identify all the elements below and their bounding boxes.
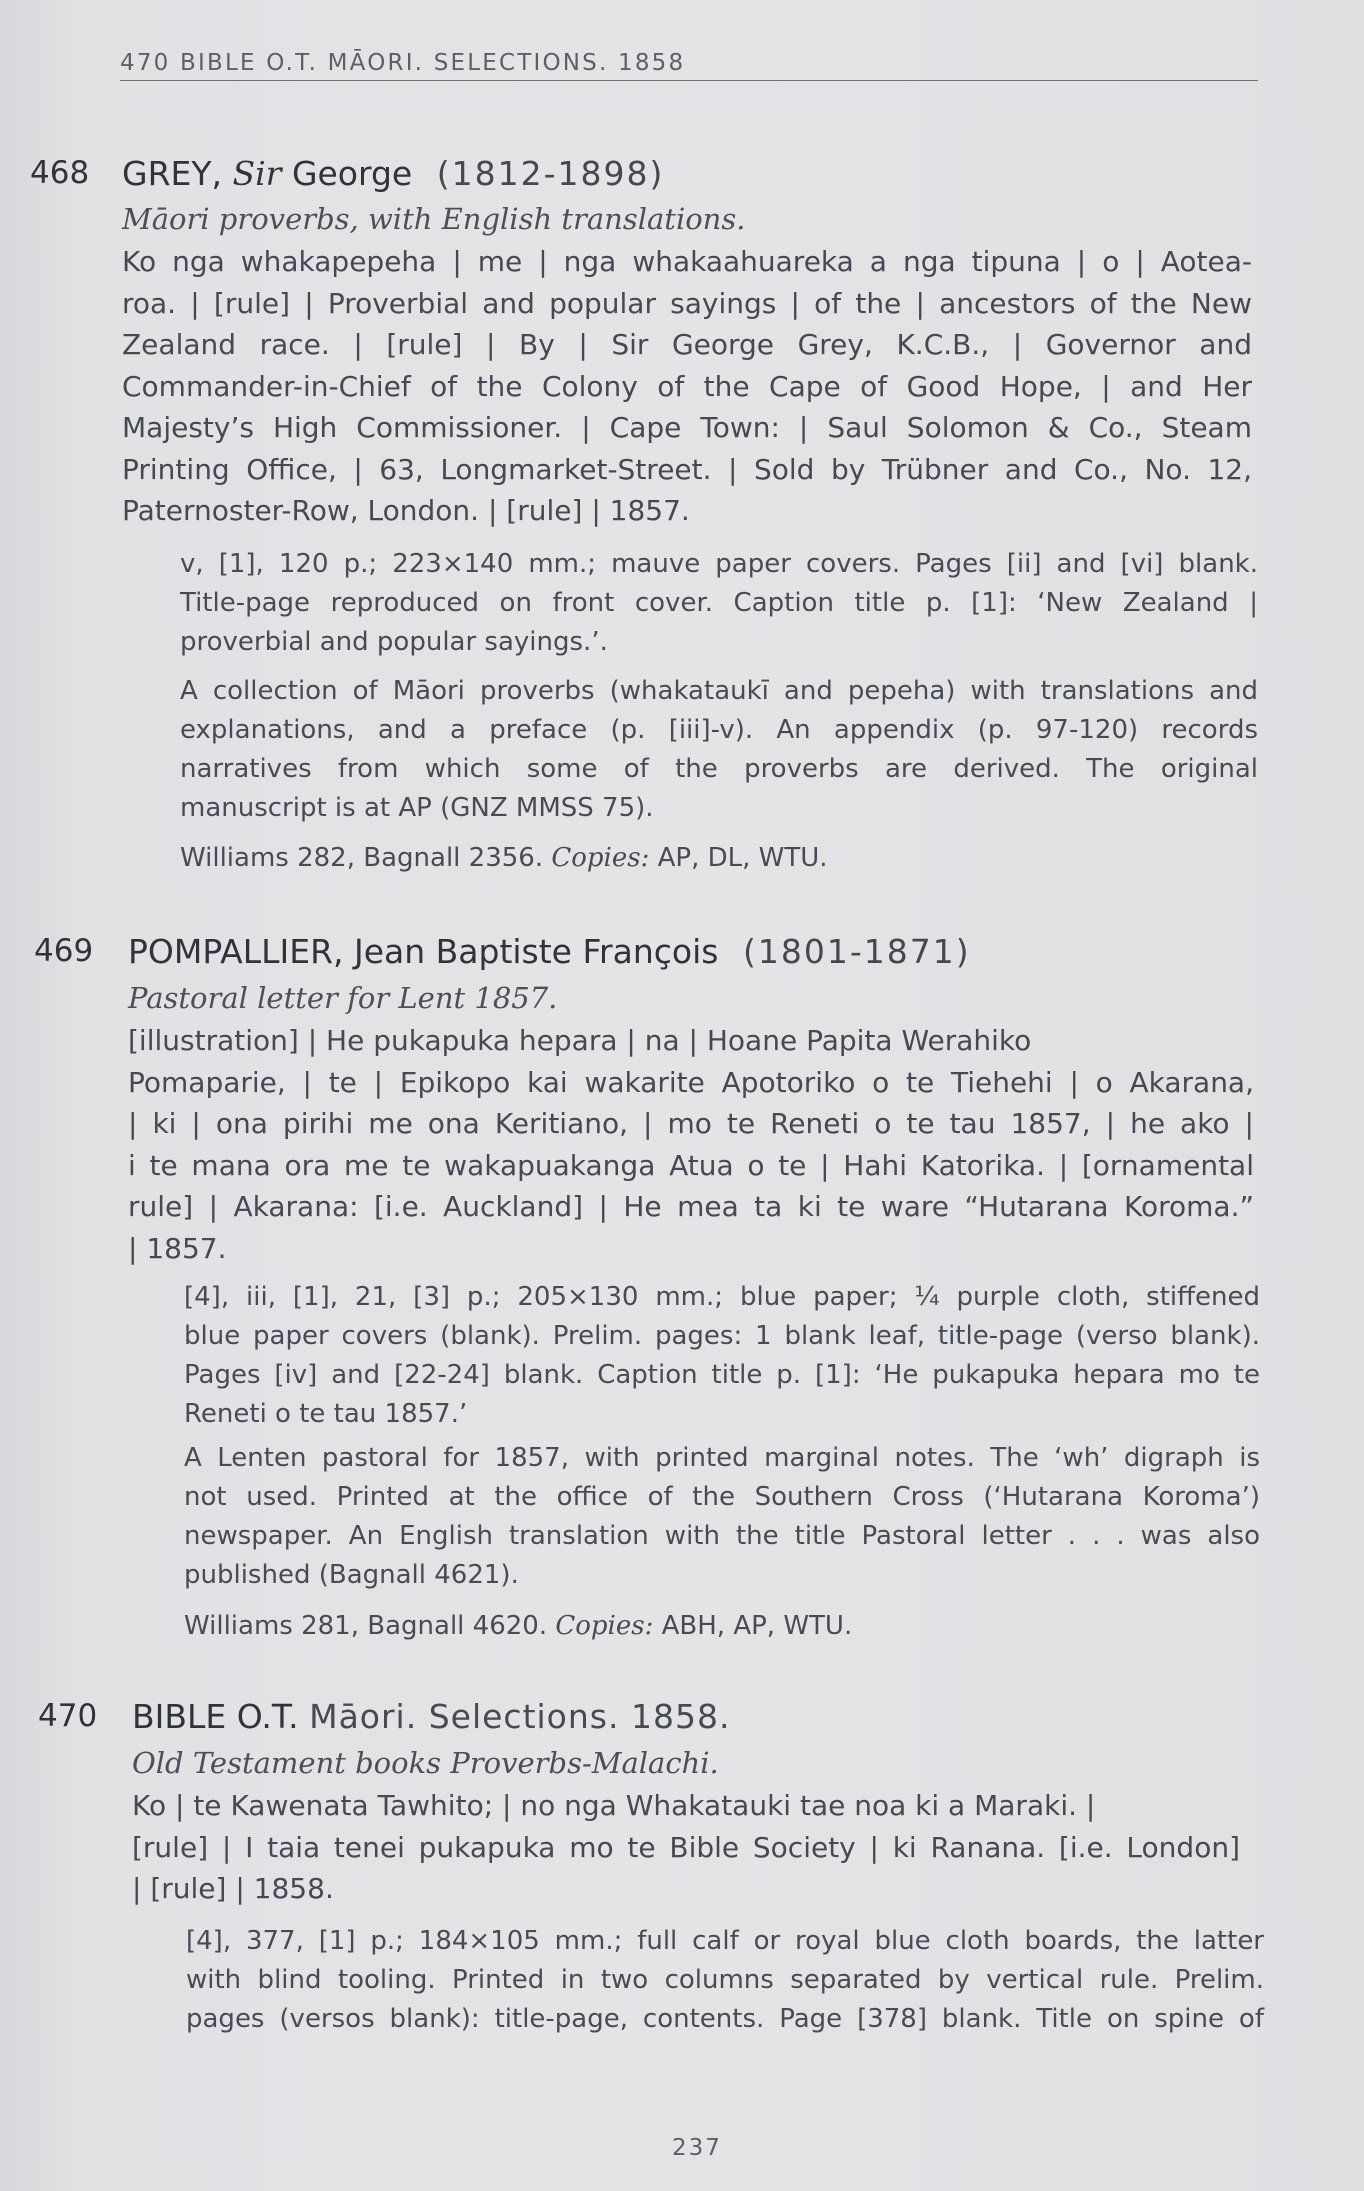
running-header: 470 BIBLE O.T. MĀORI. SELECTIONS. 1858 <box>120 50 686 76</box>
collation-line: Reneti o te tau 1857.’ <box>184 1399 468 1429</box>
author-forename: George <box>291 154 413 193</box>
collation-line: Pages [iv] and [22-24] blank. Caption title p. [1]: ‘He pukapuka hepara mo te <box>184 1360 1260 1390</box>
note-line: narratives from which some of the proverbs are derived. The original <box>180 754 1258 784</box>
note-line: published (Bagnall 4621). <box>184 1560 519 1590</box>
entry-number: 469 <box>34 933 94 969</box>
collation-line: pages (versos blank): title-page, contents. Page [378] blank. Title on spine of <box>186 2004 1264 2034</box>
uniform-title: Māori proverbs, with English translations. <box>122 202 746 236</box>
note-line: not used. Printed at the office of the Southern Cross (‘Hutarana Koroma’) <box>184 1482 1260 1512</box>
transcription-line: | [rule] | 1858. <box>132 1872 334 1905</box>
author-honorific: Sir <box>232 154 282 193</box>
transcription-line: Ko | te Kawenata Tawhito; | no nga Whakatauki tae noa ki a Maraki. | <box>132 1789 1096 1822</box>
note-line: A Lenten pastoral for 1857, with printed marginal notes. The ‘wh’ digraph is <box>184 1443 1260 1473</box>
note-line: A collection of Māori proverbs (whakataukī and pepeha) with translations and <box>180 676 1258 706</box>
collation-line: proverbial and popular sayings.’. <box>180 627 608 657</box>
entry-heading <box>128 932 971 971</box>
collation-line: blue paper covers (blank). Prelim. pages: 1 blank leaf, title-page (verso blank). <box>184 1321 1260 1351</box>
author-name: POMPALLIER, Jean Baptiste François <box>128 932 719 971</box>
transcription-line: Majesty’s High Commissioner. | Cape Town: | Saul Solomon & Co., Steam <box>122 411 1252 444</box>
bibliographic-refs: Williams 282, Bagnall 2356. <box>180 843 544 873</box>
transcription-line: [illustration] | He pukapuka hepara | na | Hoane Papita Werahiko <box>128 1024 1032 1057</box>
collation <box>180 545 1258 662</box>
page-number: 237 <box>672 2135 722 2161</box>
transcription-line: Commander-in-Chief of the Colony of the Cape of Good Hope, | and Her <box>122 369 1252 403</box>
references <box>184 1611 852 1641</box>
transcription-line: roa. | [rule] | Proverbial and popular sayings | of the | ancestors of the New <box>122 286 1252 320</box>
descriptive-note <box>180 672 1258 828</box>
transcription-line: Zealand race. | [rule] | By | Sir George Grey, K.C.B., | Governor and <box>122 328 1252 361</box>
collation-line: [4], iii, [1], 21, [3] p.; 205×130 mm.; blue paper; ¼ purple cloth, stiffened <box>184 1282 1260 1312</box>
title-transcription <box>122 241 1252 532</box>
note-line: manuscript is at AP (GNZ MMSS 75). <box>180 793 654 823</box>
transcription-line: | ki | ona pirihi me ona Keritiano, | mo te Reneti o te tau 1857, | he ako | <box>128 1107 1254 1140</box>
descriptive-note <box>184 1439 1260 1595</box>
title-transcription <box>132 1785 1240 1910</box>
uniform-title: Old Testament books Proverbs-Malachi. <box>132 1746 719 1780</box>
transcription-line: Ko nga whakapepeha | me | nga whakaahuareka a nga tipuna | o | Aotea- <box>122 245 1252 278</box>
entry-heading <box>122 154 664 193</box>
entry-number: 470 <box>38 1698 98 1734</box>
transcription-line: Pomaparie, | te | Epikopo kai wakarite Apotoriko o te Tiehehi | o Akarana, <box>128 1065 1254 1099</box>
author-dates: (1812-1898) <box>436 154 665 193</box>
copies-locations: AP, DL, WTU. <box>657 843 828 873</box>
copies-locations: ABH, AP, WTU. <box>661 1611 853 1641</box>
transcription-line: rule] | Akarana: [i.e. Auckland] | He mea ta ki te ware “Hutarana Koroma.” <box>128 1190 1254 1223</box>
author-dates: (1801-1871) <box>742 932 971 971</box>
transcription-line: i te mana ora me te wakapuakanga Atua o te | Hahi Katorika. | [ornamental <box>128 1148 1254 1182</box>
heading-subject: Māori. Selections. 1858. <box>309 1697 731 1736</box>
transcription-line: [rule] | I taia tenei pukapuka mo te Bible Society | ki Ranana. [i.e. London] <box>132 1830 1240 1864</box>
uniform-title: Pastoral letter for Lent 1857. <box>128 981 558 1015</box>
title-transcription <box>128 1020 1254 1269</box>
note-line: explanations, and a preface (p. [iii]-v). An appendix (p. 97-120) records <box>180 715 1258 745</box>
entry-number: 468 <box>30 155 90 191</box>
collation-line: with blind tooling. Printed in two columns separated by vertical rule. Prelim. <box>186 1965 1264 1995</box>
collation <box>186 1922 1264 2039</box>
transcription-line: Printing Office, | 63, Longmarket-Street. | Sold by Trübner and Co., No. 12, <box>122 452 1252 486</box>
author-surname: GREY, <box>122 154 222 193</box>
transcription-line: Paternoster-Row, London. | [rule] | 1857. <box>122 494 690 527</box>
transcription-line: | 1857. <box>128 1231 227 1265</box>
bibliographic-refs: Williams 281, Bagnall 4620. <box>184 1611 548 1641</box>
copies-label: Copies: <box>551 843 650 873</box>
collation-line: v, [1], 120 p.; 223×140 mm.; mauve paper covers. Pages [ii] and [vi] blank. <box>180 549 1258 579</box>
header-rule <box>120 80 1258 81</box>
collation-line: [4], 377, [1] p.; 184×105 mm.; full calf or royal blue cloth boards, the latter <box>186 1926 1264 1956</box>
heading-name: BIBLE O.T. <box>132 1697 299 1736</box>
note-line: newspaper. An English translation with the title Pastoral letter . . . was also <box>184 1521 1260 1551</box>
references <box>180 843 828 873</box>
entry-heading <box>132 1697 730 1736</box>
copies-label: Copies: <box>555 1611 654 1641</box>
collation <box>184 1278 1260 1434</box>
collation-line: Title-page reproduced on front cover. Caption title p. [1]: ‘New Zealand | <box>180 588 1258 618</box>
